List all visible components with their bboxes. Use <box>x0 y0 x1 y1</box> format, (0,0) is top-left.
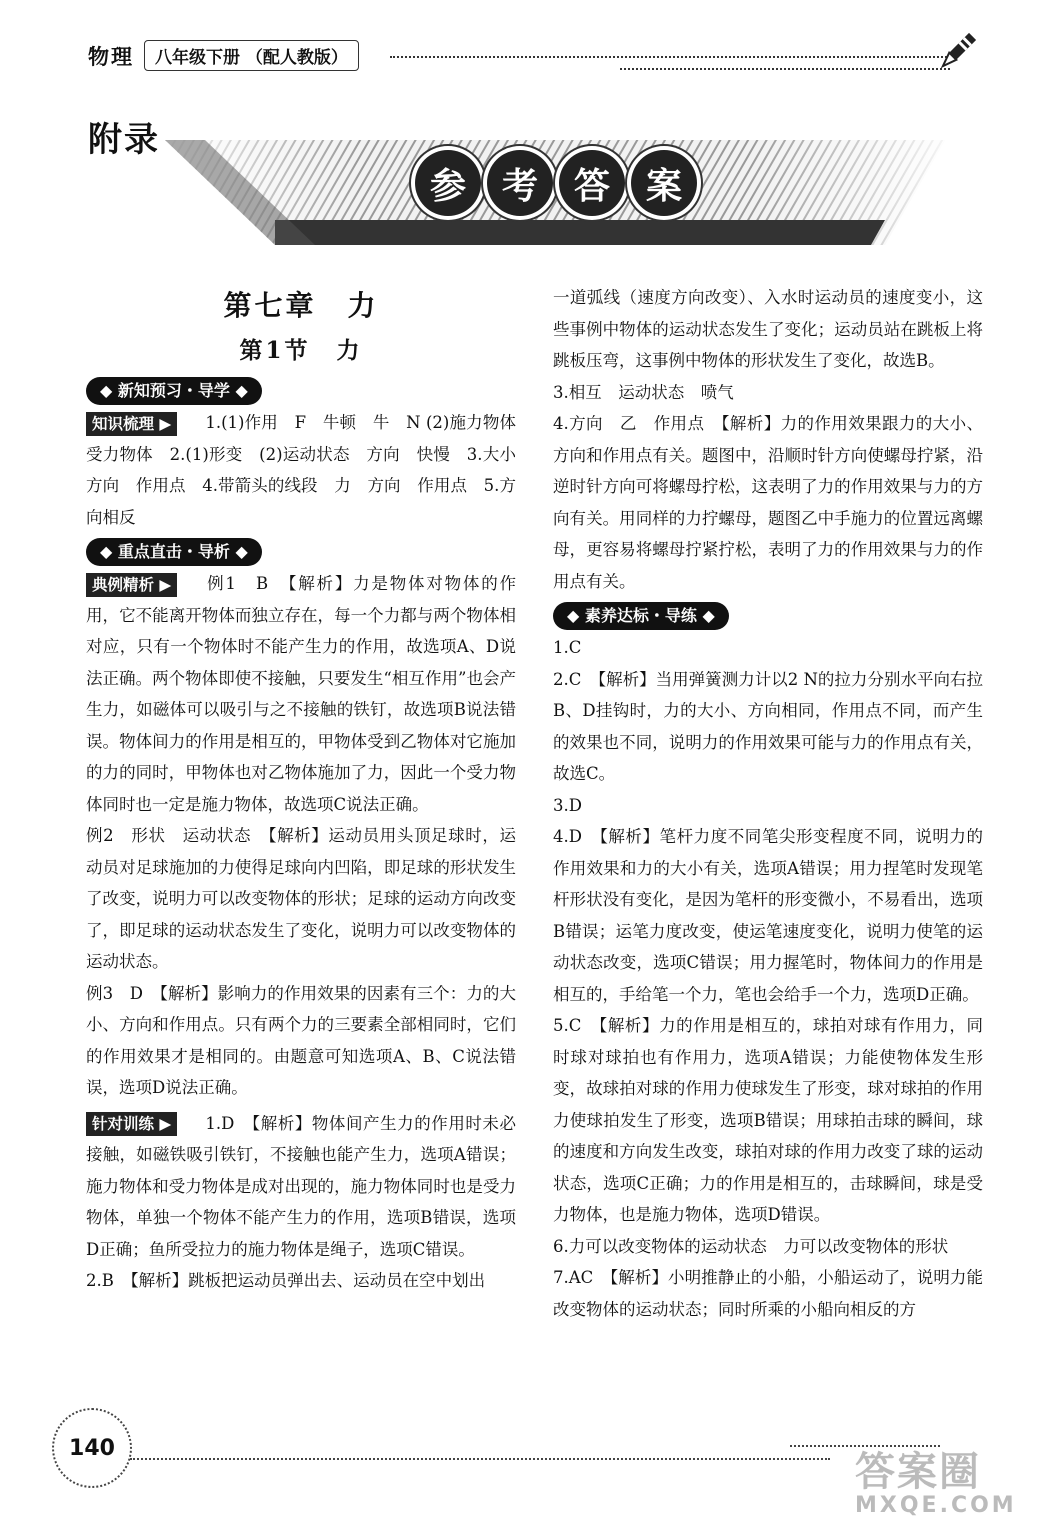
header-divider-2 <box>620 68 950 70</box>
right-column <box>553 282 983 1325</box>
pen-icon <box>935 30 979 74</box>
example-2: 例2 形状 运动状态 【解析】运动员用头顶足球时，运动员对足球施加的力使得足球向内凹陷，即足球的形状发生了改变，说明力可以改变物体的形状；足球的运动方向改变了，即足球的运动状态发生了变化，说明力可以改变物体的运动状态。 <box>86 826 516 971</box>
banner-char: 考 <box>487 150 553 216</box>
knowledge-paragraph <box>86 407 533 533</box>
example-1 <box>86 568 516 820</box>
watermark-text: 答案圈 <box>855 1449 981 1495</box>
practice-4: 4.D 【解析】笔杆力度不同笔尖形变程度不同，说明力的作用效果和力的大小有关，选项A错误；用力捏笔时发现笔杆形状没有变化，是因为笔杆的形变微小，不易看出，选项B错误；运笔力度改变，使运笔速度变化，说明力使笔的运动状态改变，选项C错误；用力握笔时，物体间力的作用是相互的，手给笔一个力，笔也会给手一个力，选项D正确。 <box>553 827 983 1004</box>
watermark <box>855 1440 1017 1518</box>
training-2: 2.B 【解析】跳板把运动员弹出去、运动员在空中划出 <box>86 1271 486 1290</box>
left-column <box>86 0 533 1297</box>
practice-3: 3.D <box>553 795 582 815</box>
section-pill-preview: ◆ 新知预习・导学 ◆ <box>86 377 262 405</box>
banner-char: 答 <box>559 150 625 216</box>
example-3: 例3 D 【解析】影响力的作用效果的因素有三个：力的大小、方向和作用点。只有两个力的三要素全部相同时，它们的作用效果才是相同的。由题意可知选项A、B、C说法错误，选项D说法正确。 <box>86 983 516 1097</box>
section-pill-practice: ◆ 素养达标・导练 ◆ <box>553 602 729 630</box>
page-number: 140 <box>52 1408 132 1488</box>
footer-divider <box>130 1458 830 1460</box>
training-2-continued: 一道弧线（速度方向改变）、入水时运动员的速度变小，这些事例中物体的运动状态发生了变化；运动员站在跳板上将跳板压弯，这事例中物体的形状发生了变化，故选B。 <box>553 288 983 370</box>
grade-edition-label: 八年级下册 （配人教版） <box>144 40 359 71</box>
banner-char: 案 <box>631 150 697 216</box>
watermark-url: MXQE.COM <box>855 1493 1017 1518</box>
practice-6: 6.力可以改变物体的运动状态 力可以改变物体的形状 <box>553 1236 949 1256</box>
practice-7: 7.AC 【解析】小明推静止的小船，小船运动了，说明力能改变物体的运动状态；同时所乘的小船向相反的方 <box>553 1268 983 1319</box>
banner-char: 参 <box>415 150 481 216</box>
section-pill-focus: ◆ 重点直击・导析 ◆ <box>86 538 262 566</box>
training-3: 3.相互 运动状态 喷气 <box>553 382 734 402</box>
tag-training: 针对训练 ▶ <box>86 1112 177 1136</box>
tag-examples: 典例精析 ▶ <box>86 573 177 597</box>
training-1 <box>86 1108 516 1266</box>
appendix-title: 附录 <box>88 120 160 160</box>
practice-5: 5.C 【解析】力的作用是相互的，球拍对球有作用力，同时球对球拍也有作用力，选项A错误；力能使物体发生形变，故球拍对球的作用力使球发生了形变，球对球拍的作用力使球拍发生了形变，选项B错误；用球拍击球的瞬间，球的速度和方向发生改变，球拍对球的作用力改变了球的运动状态，选项C正确；力的作用是相互的，击球瞬间，球是受力物体，也是施力物体，选项D错误。 <box>553 1016 983 1224</box>
training-1-text: 1.D 【解析】物体间产生力的作用时未必接触，如磁铁吸引铁钉，不接触也能产生力，选项A错误；施力物体和受力物体是成对出现的，施力物体同时也是受力物体，单独一个物体不能产生力的作用，选项B错误，选项D正确；鱼所受拉力的施力物体是绳子，选项C错误。 <box>86 1113 516 1259</box>
tag-knowledge: 知识梳理 ▶ <box>86 412 177 436</box>
practice-1: 1.C <box>553 638 582 657</box>
training-4: 4.方向 乙 作用点 【解析】力的作用效果跟力的大小、方向和作用点有关。题图中，沿顺时针方向使螺母拧紧，沿逆时针方向可将螺母拧松，这表明了力的作用效果与力的方向有关。用同样的力拧螺母，题图乙中手施力的位置远离螺母，更容易将螺母拧紧拧松，表明了力的作用效果与力的作用点有关。 <box>553 414 983 591</box>
chapter-title: 第七章 力 <box>223 289 379 322</box>
subject-label: 物理 <box>88 44 134 69</box>
section-title: 第1节 力 <box>239 337 363 364</box>
example-1-text: 例1 B 【解析】力是物体对物体的作用，它不能离开物体而独立存在，每一个力都与两个物体相对应，只有一个物体时不能产生力的作用，故选项A、D说法正确。两个物体即使不接触，只要发生“相互作用”也会产生力，如磁体可以吸引与之不接触的铁钉，故选项B说法错误。物体间力的作用是相互的，甲物体受到乙物体对它施加的力的同时，甲物体也对乙物体施加了力，因此一个受力物体同时也一定是施力物体，故选项C说法正确。 <box>86 574 516 814</box>
practice-2: 2.C 【解析】当用弹簧测力计以2 N的拉力分别水平向右拉B、D挂钩时，力的大小、方向相同，作用点不同，而产生的效果也不同，说明力的作用效果可能与力的作用点有关，故选C。 <box>553 669 983 783</box>
knowledge-text: 1.(1)作用 F 牛顿 牛 N (2)施力物体 受力物体 2.(1)形变 (2)运动状态 方向 快慢 3.大小 方向 作用点 4.带箭头的线段 力 方向 作用点 5.方向相反 <box>86 413 533 527</box>
